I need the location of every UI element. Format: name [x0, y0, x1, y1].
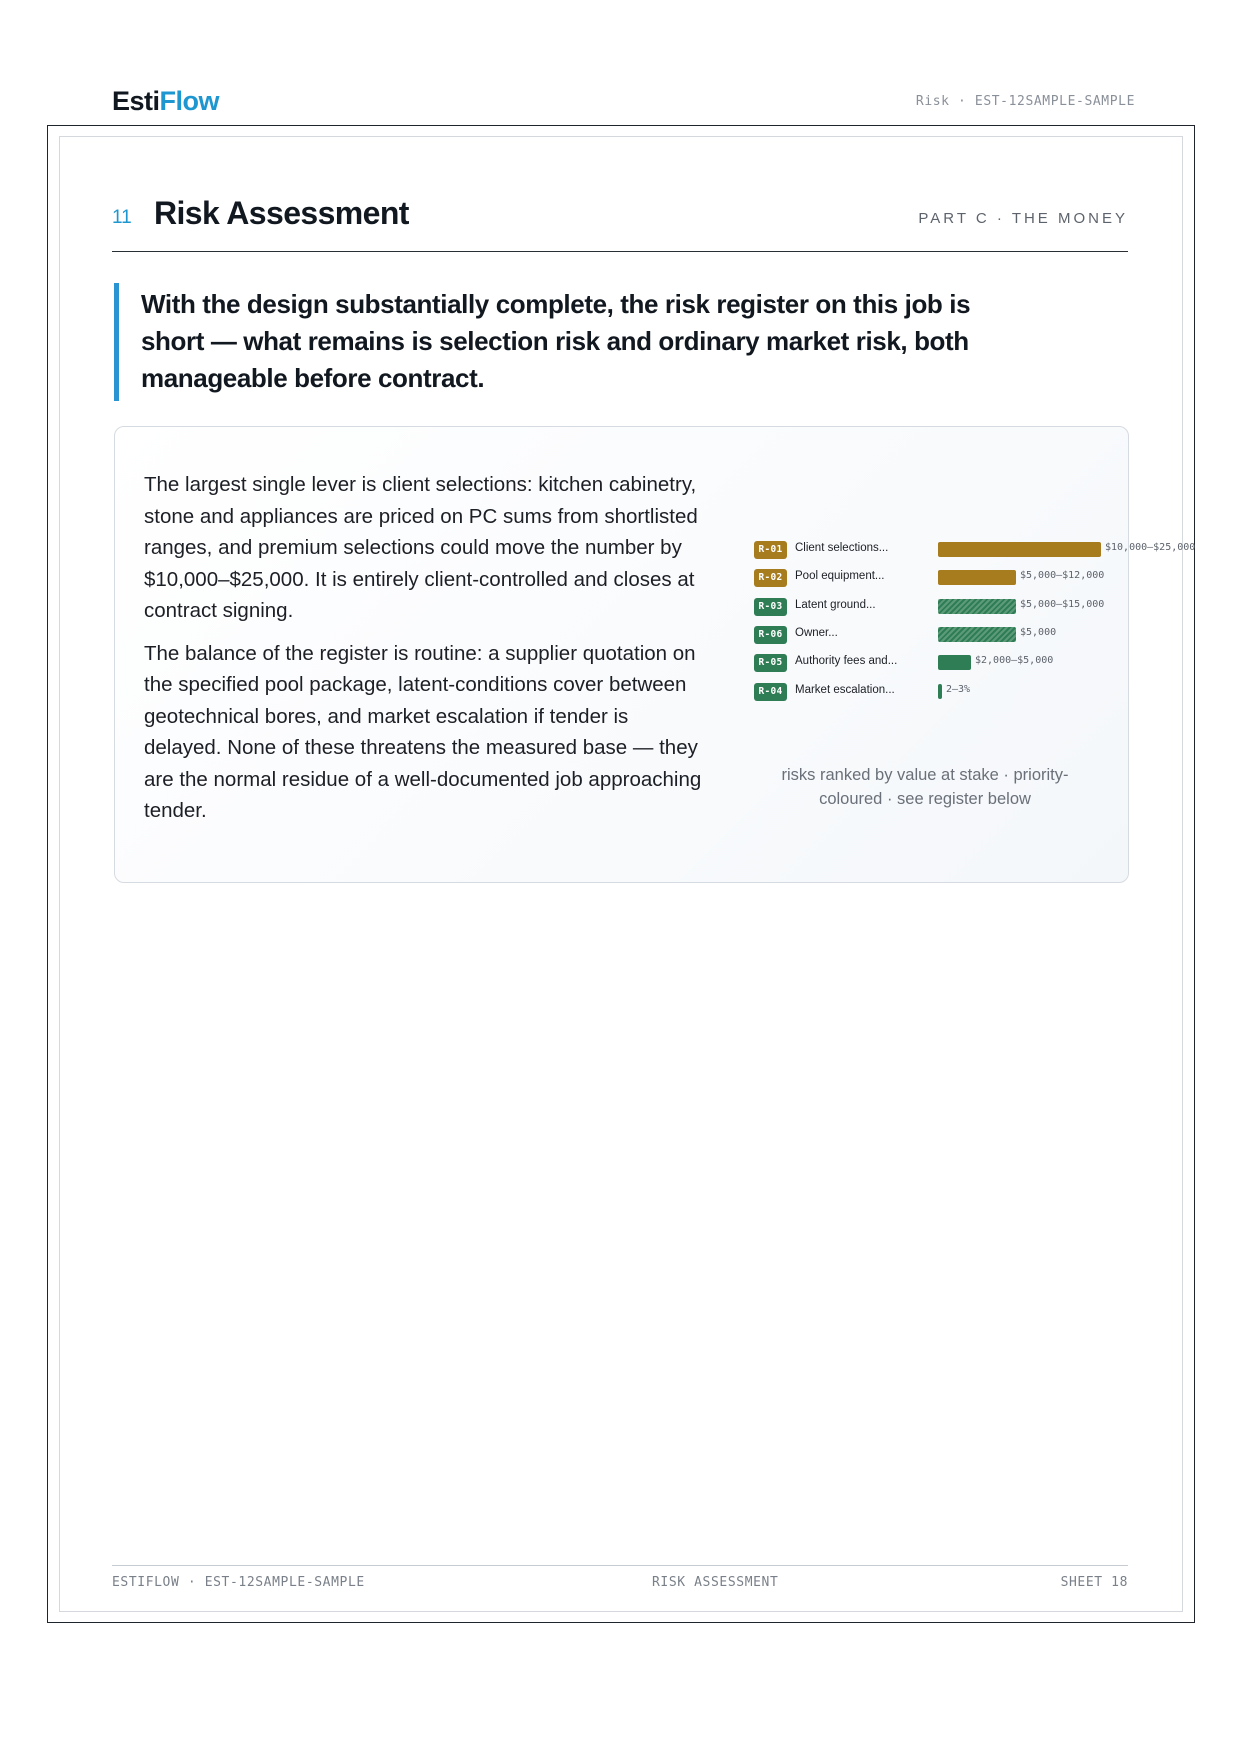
- chart-row: [740, 567, 1105, 589]
- footer-rule: [112, 1565, 1128, 1566]
- chart-row: [740, 539, 1196, 561]
- risk-value-label: 2–3%: [946, 683, 971, 695]
- logo: [112, 86, 219, 117]
- risk-label: Owner...: [795, 626, 838, 639]
- chart-row: [740, 652, 1105, 674]
- risk-label: Client selections...: [795, 542, 889, 554]
- risk-label: Latent ground...: [795, 598, 876, 611]
- title-rule: [112, 251, 1128, 252]
- risk-id-badge: R-01: [754, 541, 787, 559]
- risk-label: Authority fees and...: [795, 655, 898, 668]
- part-label: PART C · THE MONEY: [918, 210, 1128, 227]
- body-paragraph-2: The balance of the register is routine: a supplier quotation on the specified pool package, latent-conditions cover between geotechnical bores, and market escalation if tender is delayed. None of these threatens the measured base — they are the normal residue of a well-documented job approaching tender.: [144, 641, 702, 822]
- risk-id-badge: R-05: [754, 654, 787, 672]
- header-reference: Risk · EST-12SAMPLE-SAMPLE: [915, 94, 1135, 109]
- logo-part-2: Flow: [159, 86, 220, 116]
- risk-value-label: $5,000: [1020, 626, 1057, 638]
- chart-row: [740, 624, 1105, 646]
- risk-summary-panel: [114, 426, 1196, 883]
- footer-right: SHEET 18: [1060, 1575, 1128, 1590]
- risk-id-badge: R-04: [754, 683, 787, 701]
- body-paragraph-1: The largest single lever is client selections: kitchen cabinetry, stone and appliances are priced on PC sums from shortlisted ranges, and premium selections could move the number by $10,000–$25,000. It is entirely client-controlled and closes at contract signing.: [144, 473, 698, 622]
- chart-row: [740, 596, 1105, 618]
- chart-row: [740, 681, 1105, 703]
- risk-bar: [938, 655, 971, 670]
- risk-chart: [740, 539, 1196, 709]
- lede-text: With the design substantially complete, the risk register on this job is short — what remains is selection risk and ordinary market risk, both manageable before contract.: [141, 289, 971, 393]
- section-number: 11: [112, 207, 132, 228]
- risk-id-badge: R-06: [754, 626, 787, 644]
- logo-part-1: Esti: [112, 86, 160, 116]
- risk-label: Pool equipment...: [795, 570, 885, 583]
- footer-center: RISK ASSESSMENT: [652, 1575, 779, 1590]
- chart-caption: risks ranked by value at stake · priority-coloured · see register below: [781, 766, 1069, 808]
- section-title: Risk Assessment: [154, 195, 409, 231]
- risk-bar: [938, 684, 942, 699]
- risk-id-badge: R-03: [754, 598, 787, 616]
- body-text: [144, 469, 704, 838]
- footer-left: ESTIFLOW · EST-12SAMPLE-SAMPLE: [112, 1575, 365, 1590]
- risk-bar: [938, 542, 1101, 557]
- risk-value-label: $5,000–$12,000: [1020, 570, 1105, 582]
- risk-value-label: $2,000–$5,000: [975, 655, 1054, 667]
- risk-label: Market escalation...: [795, 683, 895, 696]
- risk-id-badge: R-02: [754, 569, 787, 587]
- risk-value-label: $5,000–$15,000: [1020, 598, 1105, 610]
- lede-block: [114, 283, 1034, 401]
- risk-bar: [938, 627, 1016, 642]
- risk-value-label: $10,000–$25,000: [1105, 542, 1196, 553]
- risk-bar: [938, 570, 1016, 585]
- risk-bar: [938, 599, 1016, 614]
